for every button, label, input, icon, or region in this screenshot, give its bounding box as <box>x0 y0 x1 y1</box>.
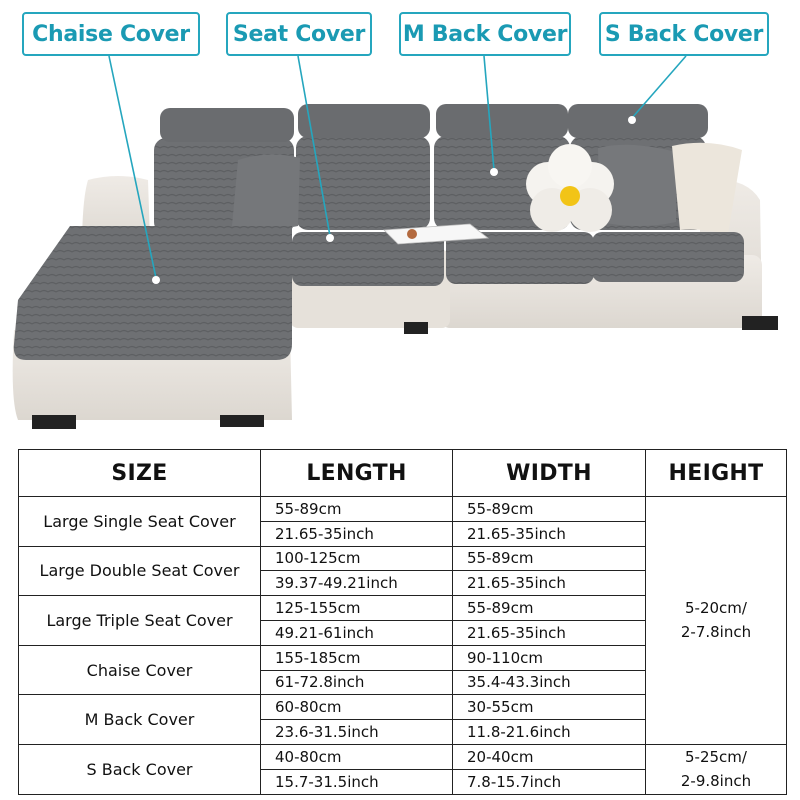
width-in: 21.65-35inch <box>453 521 646 546</box>
chaise-cushion <box>14 226 292 360</box>
width-in: 11.8-21.6inch <box>453 720 646 745</box>
table-header-row <box>19 450 787 497</box>
height-in: 2-9.8inch <box>680 772 752 791</box>
header-size: SIZE <box>19 450 261 497</box>
width-cm: 90-110cm <box>453 645 646 670</box>
header-height: HEIGHT <box>646 450 787 497</box>
length-in: 49.21-61inch <box>261 620 453 645</box>
size-name: Large Single Seat Cover <box>19 497 261 547</box>
length-in: 21.65-35inch <box>261 521 453 546</box>
header-width: WIDTH <box>453 450 646 497</box>
width-cm: 20-40cm <box>453 744 646 769</box>
width-cm: 30-55cm <box>453 695 646 720</box>
header-length: LENGTH <box>261 450 453 497</box>
width-cm: 55-89cm <box>453 497 646 522</box>
headrests <box>160 104 708 142</box>
size-table <box>18 449 787 795</box>
length-cm: 155-185cm <box>261 645 453 670</box>
length-cm: 60-80cm <box>261 695 453 720</box>
height-group-1 <box>646 497 787 745</box>
length-in: 61-72.8inch <box>261 670 453 695</box>
length-in: 23.6-31.5inch <box>261 720 453 745</box>
table-row <box>19 744 787 769</box>
height-group-2 <box>646 744 787 794</box>
label-chaise-cover: Chaise Cover <box>22 12 200 56</box>
label-s-back-cover: S Back Cover <box>599 12 769 56</box>
size-name: Chaise Cover <box>19 645 261 695</box>
width-in: 7.8-15.7inch <box>453 769 646 794</box>
size-name: Large Triple Seat Cover <box>19 596 261 646</box>
seat-cushions <box>292 232 744 286</box>
label-m-back-cover: M Back Cover <box>399 12 571 56</box>
width-cm: 55-89cm <box>453 546 646 571</box>
width-in: 35.4-43.3inch <box>453 670 646 695</box>
length-cm: 55-89cm <box>261 497 453 522</box>
length-in: 39.37-49.21inch <box>261 571 453 596</box>
size-name: M Back Cover <box>19 695 261 745</box>
length-cm: 100-125cm <box>261 546 453 571</box>
label-seat-cover: Seat Cover <box>226 12 372 56</box>
size-name: S Back Cover <box>19 744 261 794</box>
length-cm: 125-155cm <box>261 596 453 621</box>
height-in: 2-7.8inch <box>680 623 752 642</box>
length-in: 15.7-31.5inch <box>261 769 453 794</box>
width-cm: 55-89cm <box>453 596 646 621</box>
height-cm: 5-25cm/ <box>685 748 747 767</box>
size-name: Large Double Seat Cover <box>19 546 261 596</box>
height-cm: 5-20cm/ <box>685 599 747 618</box>
table-row <box>19 497 787 522</box>
width-in: 21.65-35inch <box>453 571 646 596</box>
length-cm: 40-80cm <box>261 744 453 769</box>
width-in: 21.65-35inch <box>453 620 646 645</box>
